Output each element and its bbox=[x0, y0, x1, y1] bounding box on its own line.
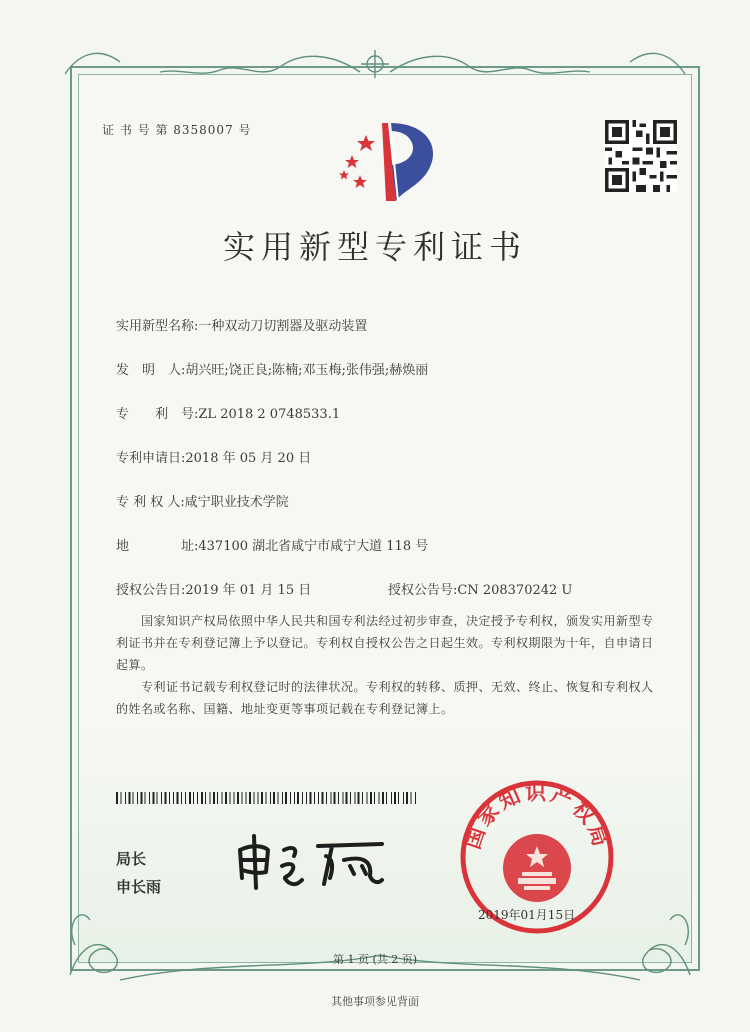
field-value: ZL 2018 2 0748533.1 bbox=[198, 407, 341, 422]
page-number: 第 1 页 (共 2 页) bbox=[332, 953, 418, 966]
field-value: 2019 年 01 月 15 日 bbox=[185, 583, 312, 598]
paragraph-grant-statement: 国家知识产权局依照中华人民共和国专利法经过初步审查，决定授予专利权，颁发实用新型专利证书并在专利登记簿上予以登记。专利权自授权公告之日起生效。专利权期限为十年，自申请日起算。 bbox=[116, 614, 654, 672]
certificate-title: 实用新型专利证书 bbox=[222, 228, 527, 266]
field-label: 实用新型名称: bbox=[116, 319, 199, 334]
field-address bbox=[116, 535, 428, 554]
signatory-name: 申长雨 bbox=[116, 878, 162, 896]
barcode-icon bbox=[116, 792, 416, 804]
footer-note: 其他事项参见背面 bbox=[331, 995, 419, 1008]
patent-office-logo-icon bbox=[330, 115, 442, 205]
field-label: 授权公告日: bbox=[116, 583, 186, 598]
field-value: 一种双动刀切割器及驱动装置 bbox=[198, 319, 368, 334]
field-value: 2018 年 05 月 20 日 bbox=[185, 451, 312, 466]
field-label: 发 明 人: bbox=[116, 363, 186, 378]
field-value: 咸宁职业技术学院 bbox=[184, 495, 289, 510]
field-value: 胡兴旺;饶正良;陈楠;邓玉梅;张伟强;赫焕丽 bbox=[185, 363, 429, 378]
field-value: 437100 湖北省咸宁市咸宁大道 118 号 bbox=[198, 539, 429, 554]
qr-code-icon bbox=[605, 120, 677, 192]
field-inventors bbox=[116, 359, 428, 378]
field-patent-number bbox=[116, 403, 340, 422]
field-application-date bbox=[116, 447, 311, 466]
handwritten-signature-icon bbox=[232, 826, 392, 896]
certificate-number: 证 书 号 第 8358007 号 bbox=[102, 123, 252, 137]
field-grant-number bbox=[388, 579, 572, 598]
field-label: 授权公告号: bbox=[388, 583, 458, 598]
field-grant-date bbox=[116, 579, 311, 598]
field-value: CN 208370242 U bbox=[457, 583, 573, 598]
paragraph-legal-status: 专利证书记载专利权登记时的法律状况。专利权的转移、质押、无效、终止、恢复和专利权人的姓名或名称、国籍、地址变更等事项记载在专利登记簿上。 bbox=[116, 680, 654, 716]
field-utility-model-name bbox=[116, 315, 367, 334]
top-ornament-icon bbox=[60, 42, 690, 82]
field-label: 地 址: bbox=[116, 539, 199, 554]
svg-text:国家知识产权局: 国家知识产权局 bbox=[460, 780, 614, 853]
signatory-title: 局长 bbox=[116, 850, 147, 868]
field-label: 专利申请日: bbox=[116, 451, 186, 466]
seal-date: 2019年01月15日 bbox=[478, 908, 576, 922]
field-label: 专 利 权 人: bbox=[116, 495, 185, 510]
field-label: 专 利 号: bbox=[116, 407, 199, 422]
field-patentee bbox=[116, 491, 289, 510]
